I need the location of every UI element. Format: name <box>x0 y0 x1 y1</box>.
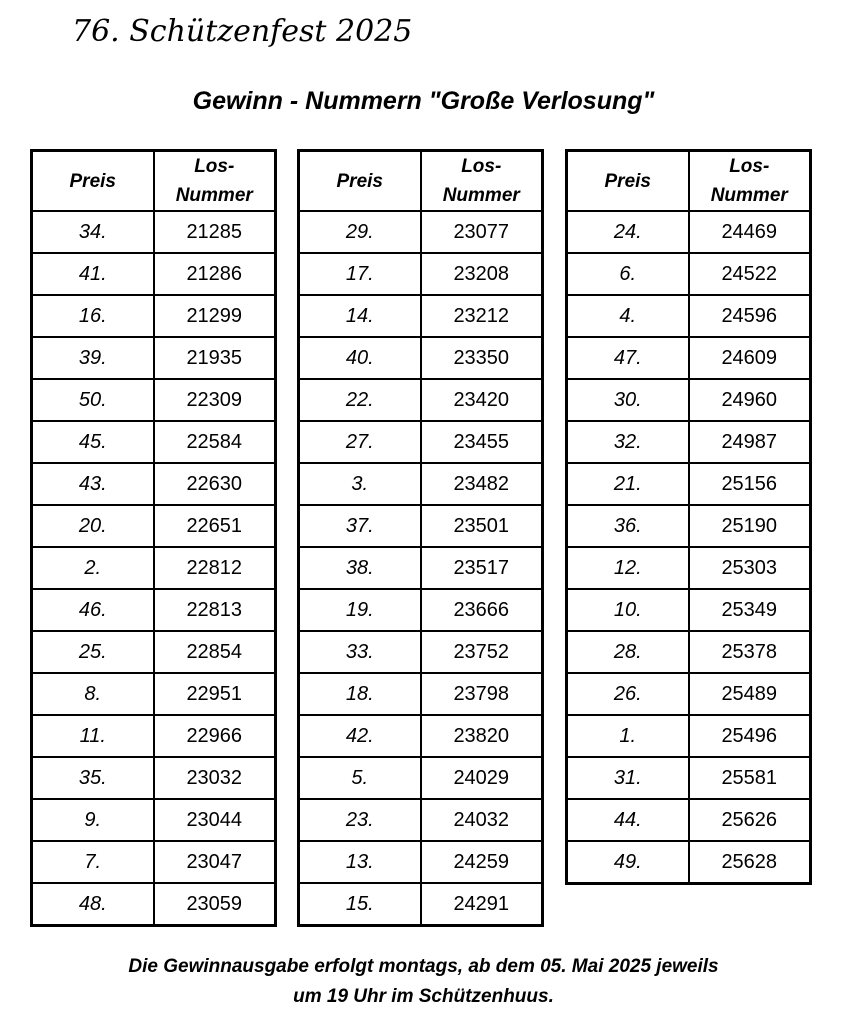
los-nummer-cell: 23420 <box>421 379 543 421</box>
preis-cell: 50. <box>32 379 154 421</box>
los-nummer-cell: 24469 <box>689 211 811 253</box>
preis-cell: 2. <box>32 547 154 589</box>
footer-line-1: Die Gewinnausgabe erfolgt montags, ab dem 05. Mai 2025 jeweils <box>128 956 719 977</box>
table-row <box>299 673 543 715</box>
los-nummer-cell: 24522 <box>689 253 811 295</box>
los-nummer-cell: 24960 <box>689 379 811 421</box>
table-row <box>567 295 811 337</box>
los-nummer-cell: 25378 <box>689 631 811 673</box>
table-row <box>299 883 543 926</box>
los-nummer-cell: 25581 <box>689 757 811 799</box>
preis-cell: 4. <box>567 295 689 337</box>
table-row <box>567 211 811 253</box>
preis-cell: 32. <box>567 421 689 463</box>
los-nummer-cell: 21299 <box>154 295 276 337</box>
table-header-row <box>567 151 811 212</box>
preis-cell: 17. <box>299 253 421 295</box>
los-nummer-cell: 23517 <box>421 547 543 589</box>
table-row <box>32 589 276 631</box>
column-header-los-nummer <box>421 151 543 212</box>
los-nummer-cell: 25349 <box>689 589 811 631</box>
table-row <box>32 799 276 841</box>
los-nummer-cell: 23455 <box>421 421 543 463</box>
los-nummer-cell: 24032 <box>421 799 543 841</box>
los-nummer-cell: 23077 <box>421 211 543 253</box>
column-header-preis: Preis <box>567 151 689 212</box>
los-nummer-cell: 21285 <box>154 211 276 253</box>
preis-cell: 14. <box>299 295 421 337</box>
los-nummer-cell: 23212 <box>421 295 543 337</box>
preis-cell: 43. <box>32 463 154 505</box>
table-row <box>32 421 276 463</box>
los-nummer-cell: 23798 <box>421 673 543 715</box>
table-row <box>299 757 543 799</box>
table-row <box>32 673 276 715</box>
column-header-los-nummer <box>689 151 811 212</box>
preis-cell: 44. <box>567 799 689 841</box>
table-row <box>567 505 811 547</box>
page-title: 76. Schützenfest 2025 <box>72 14 413 49</box>
los-nummer-cell: 22813 <box>154 589 276 631</box>
table-row <box>299 505 543 547</box>
preis-cell: 39. <box>32 337 154 379</box>
preis-cell: 45. <box>32 421 154 463</box>
page-subtitle: Gewinn - Nummern "Große Verlosung" <box>192 87 655 115</box>
table-body <box>567 211 811 884</box>
los-nummer-cell: 24029 <box>421 757 543 799</box>
preis-cell: 3. <box>299 463 421 505</box>
preis-cell: 15. <box>299 883 421 926</box>
column-header-preis: Preis <box>32 151 154 212</box>
preis-cell: 37. <box>299 505 421 547</box>
table-row <box>32 253 276 295</box>
table-row <box>299 211 543 253</box>
preis-cell: 38. <box>299 547 421 589</box>
footer-line-2: um 19 Uhr im Schützenhuus. <box>293 986 554 1007</box>
table-row <box>32 715 276 757</box>
los-nummer-cell: 23047 <box>154 841 276 883</box>
preis-cell: 46. <box>32 589 154 631</box>
preis-cell: 8. <box>32 673 154 715</box>
preis-cell: 21. <box>567 463 689 505</box>
table-row <box>32 757 276 799</box>
preis-cell: 48. <box>32 883 154 926</box>
los-nummer-cell: 24987 <box>689 421 811 463</box>
los-nummer-cell: 23350 <box>421 337 543 379</box>
los-nummer-cell: 21935 <box>154 337 276 379</box>
preis-cell: 19. <box>299 589 421 631</box>
preis-cell: 9. <box>32 799 154 841</box>
table-row <box>567 841 811 884</box>
preis-cell: 20. <box>32 505 154 547</box>
table-row <box>567 421 811 463</box>
table-row <box>299 337 543 379</box>
preis-cell: 25. <box>32 631 154 673</box>
los-nummer-cell: 23059 <box>154 883 276 926</box>
prize-table-1 <box>30 149 277 927</box>
los-nummer-cell: 25156 <box>689 463 811 505</box>
los-nummer-cell: 23501 <box>421 505 543 547</box>
table-header-row <box>32 151 276 212</box>
table-row <box>32 631 276 673</box>
table-row <box>299 463 543 505</box>
table-row <box>299 379 543 421</box>
preis-cell: 1. <box>567 715 689 757</box>
los-nummer-cell: 22584 <box>154 421 276 463</box>
los-nummer-cell: 23666 <box>421 589 543 631</box>
table-row <box>567 673 811 715</box>
table-row <box>299 631 543 673</box>
los-nummer-cell: 22854 <box>154 631 276 673</box>
table-row <box>299 295 543 337</box>
table-row <box>32 337 276 379</box>
table-row <box>299 253 543 295</box>
preis-cell: 35. <box>32 757 154 799</box>
table-body <box>32 211 276 926</box>
table-row <box>567 589 811 631</box>
los-nummer-cell: 25190 <box>689 505 811 547</box>
table-row <box>299 421 543 463</box>
table-row <box>567 715 811 757</box>
los-nummer-cell: 22966 <box>154 715 276 757</box>
preis-cell: 24. <box>567 211 689 253</box>
los-nummer-cell: 23752 <box>421 631 543 673</box>
preis-cell: 10. <box>567 589 689 631</box>
preis-cell: 29. <box>299 211 421 253</box>
table-row <box>299 715 543 757</box>
table-header-row <box>299 151 543 212</box>
preis-cell: 30. <box>567 379 689 421</box>
los-nummer-cell: 25628 <box>689 841 811 884</box>
los-nummer-cell: 22309 <box>154 379 276 421</box>
los-nummer-cell: 22630 <box>154 463 276 505</box>
los-nummer-cell: 22651 <box>154 505 276 547</box>
los-nummer-cell: 23032 <box>154 757 276 799</box>
table-row <box>32 463 276 505</box>
footer-note <box>0 952 847 1012</box>
los-nummer-cell: 24596 <box>689 295 811 337</box>
preis-cell: 7. <box>32 841 154 883</box>
table-row <box>299 589 543 631</box>
los-nummer-cell: 21286 <box>154 253 276 295</box>
preis-cell: 16. <box>32 295 154 337</box>
preis-cell: 13. <box>299 841 421 883</box>
preis-cell: 27. <box>299 421 421 463</box>
preis-cell: 41. <box>32 253 154 295</box>
los-nummer-cell: 23044 <box>154 799 276 841</box>
table-row <box>567 757 811 799</box>
table-row <box>32 211 276 253</box>
los-nummer-cell: 24609 <box>689 337 811 379</box>
preis-cell: 6. <box>567 253 689 295</box>
column-header-los-nummer-label: Los- Nummer <box>442 156 520 206</box>
table-row <box>567 463 811 505</box>
table-row <box>32 883 276 926</box>
preis-cell: 31. <box>567 757 689 799</box>
table-row <box>299 841 543 883</box>
los-nummer-cell: 25626 <box>689 799 811 841</box>
table-row <box>567 337 811 379</box>
preis-cell: 22. <box>299 379 421 421</box>
table-row <box>32 379 276 421</box>
preis-cell: 23. <box>299 799 421 841</box>
preis-cell: 26. <box>567 673 689 715</box>
los-nummer-cell: 22951 <box>154 673 276 715</box>
los-nummer-cell: 25489 <box>689 673 811 715</box>
preis-cell: 47. <box>567 337 689 379</box>
los-nummer-cell: 23482 <box>421 463 543 505</box>
table-row <box>567 547 811 589</box>
los-nummer-cell: 24291 <box>421 883 543 926</box>
preis-cell: 12. <box>567 547 689 589</box>
table-row <box>32 547 276 589</box>
los-nummer-cell: 23208 <box>421 253 543 295</box>
table-row <box>32 505 276 547</box>
los-nummer-cell: 22812 <box>154 547 276 589</box>
los-nummer-cell: 24259 <box>421 841 543 883</box>
prize-table-3 <box>565 149 812 885</box>
preis-cell: 36. <box>567 505 689 547</box>
table-body <box>299 211 543 926</box>
los-nummer-cell: 25496 <box>689 715 811 757</box>
preis-cell: 5. <box>299 757 421 799</box>
los-nummer-cell: 23820 <box>421 715 543 757</box>
prize-table-2 <box>297 149 544 927</box>
preis-cell: 49. <box>567 841 689 884</box>
table-row <box>567 253 811 295</box>
column-header-los-nummer <box>154 151 276 212</box>
table-row <box>32 841 276 883</box>
preis-cell: 18. <box>299 673 421 715</box>
preis-cell: 11. <box>32 715 154 757</box>
preis-cell: 28. <box>567 631 689 673</box>
table-row <box>567 799 811 841</box>
table-row <box>567 379 811 421</box>
column-header-preis: Preis <box>299 151 421 212</box>
table-row <box>32 295 276 337</box>
column-header-los-nummer-label: Los- Nummer <box>175 156 253 206</box>
preis-cell: 40. <box>299 337 421 379</box>
table-row <box>299 799 543 841</box>
table-row <box>567 631 811 673</box>
los-nummer-cell: 25303 <box>689 547 811 589</box>
preis-cell: 34. <box>32 211 154 253</box>
preis-cell: 42. <box>299 715 421 757</box>
preis-cell: 33. <box>299 631 421 673</box>
column-header-los-nummer-label: Los- Nummer <box>710 156 788 206</box>
table-row <box>299 547 543 589</box>
